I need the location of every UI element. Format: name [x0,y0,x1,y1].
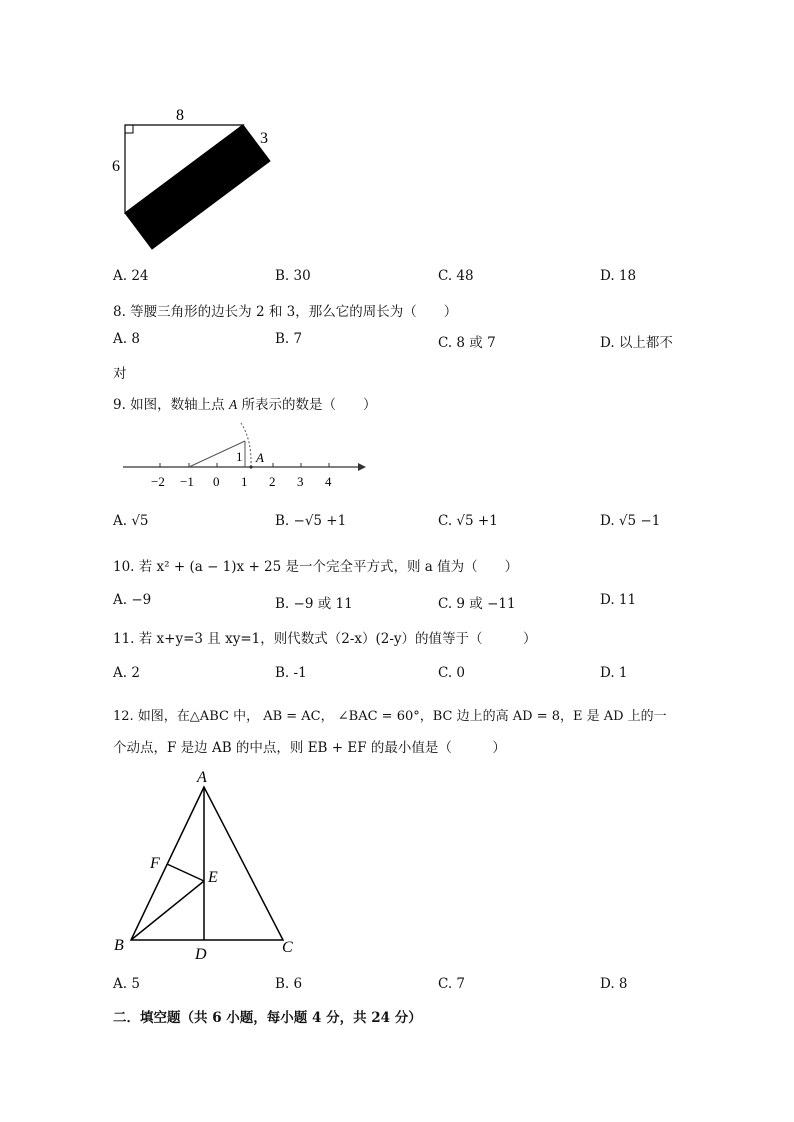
q12-label-f: F [150,855,160,872]
q9-tick-label-neg2: −2 [151,474,165,489]
q10-option-c[interactable]: C. 9 或 −11 [438,596,516,612]
q10-option-a[interactable]: A. −9 [113,592,152,608]
q9-stem-pre: 9. 如图，数轴上点 [113,397,229,413]
q9-option-d[interactable]: D. √5 −1 [600,513,661,529]
q10-option-d[interactable]: D. 11 [600,592,637,608]
q8-option-d-wrap: 对 [113,366,127,382]
q12-label-e: E [208,869,218,886]
q12-option-a[interactable]: A. 5 [113,976,140,992]
q11-option-b[interactable]: B. -1 [275,665,307,681]
q9-tick-label-3: 3 [297,474,304,489]
q9-label-one: 1 [236,449,243,464]
q7-option-d[interactable]: D. 18 [600,268,637,284]
q11-stem: 11. 若 x+y=3 且 xy=1，则代数式（2-x）(2-y）的值等于（ ） [113,631,537,647]
q10-option-b[interactable]: B. −9 或 11 [275,596,353,612]
q8-option-a[interactable]: A. 8 [113,331,140,347]
q9-option-b[interactable]: B. −√5 +1 [275,513,347,529]
q9-axis-arrow [358,463,366,471]
q12-segment-fe [167,864,204,881]
q9-tick-label-neg1: −1 [180,474,194,489]
q9-option-a[interactable]: A. √5 [113,513,149,529]
section-fill-in-title: 二．填空题（共 6 小题，每小题 4 分，共 24 分） [113,1010,422,1026]
q9-tick-label-4: 4 [325,474,332,489]
q12-label-c: C [282,939,293,956]
q9-point-a [249,465,252,468]
q11-option-a[interactable]: A. 2 [113,665,140,681]
q8-option-d[interactable]: D. 以上都不 [600,335,673,351]
q12-stem-line2: 个动点，F 是边 AB 的中点，则 EB + EF 的最小值是（ ） [113,740,506,756]
q12-option-b[interactable]: B. 6 [275,976,303,992]
q9-tick-label-2: 2 [269,474,276,489]
q9-tick-label-0: 0 [213,474,220,489]
q7-label-top: 8 [176,107,184,124]
q7-option-b[interactable]: B. 30 [275,268,311,284]
q7-option-c[interactable]: C. 48 [438,268,474,284]
q12-label-d: D [195,946,207,963]
q12-triangle-figure [108,764,308,969]
q8-option-c[interactable]: C. 8 或 7 [438,335,496,351]
q8-stem: 8. 等腰三角形的边长为 2 和 3，那么它的周长为（ ） [113,304,458,320]
q11-option-d[interactable]: D. 1 [600,665,628,681]
q12-label-b: B [114,937,124,954]
q12-option-c[interactable]: C. 7 [438,976,466,992]
q7-label-left: 6 [112,158,120,175]
q9-stem-var: A [228,397,238,412]
q9-stem [113,393,377,413]
q7-figure [100,100,290,260]
q10-stem: 10. 若 x² + (a − 1)x + 25 是一个完全平方式，则 a 值为（ ） [113,559,519,575]
q9-option-c[interactable]: C. √5 +1 [438,513,498,529]
q12-label-a: A [197,769,207,786]
q12-option-d[interactable]: D. 8 [600,976,628,992]
q12-stem-line1: 12. 如图，在△ABC 中， AB = AC， ∠BAC = 60°，BC 边上的高 AD = 8，E 是 AD 上的一 [113,709,667,724]
q12-segment-be [131,881,204,940]
q9-arc [241,423,251,467]
q8-option-b[interactable]: B. 7 [275,331,303,347]
q9-stem-post: 所表示的数是（ ） [237,397,377,413]
q9-tick-label-1: 1 [241,474,248,489]
q7-label-right: 3 [260,130,268,147]
q9-label-a: A [256,450,264,465]
q7-option-a[interactable]: A. 24 [113,268,149,284]
q11-option-c[interactable]: C. 0 [438,665,466,681]
q9-number-line-figure [118,420,378,495]
